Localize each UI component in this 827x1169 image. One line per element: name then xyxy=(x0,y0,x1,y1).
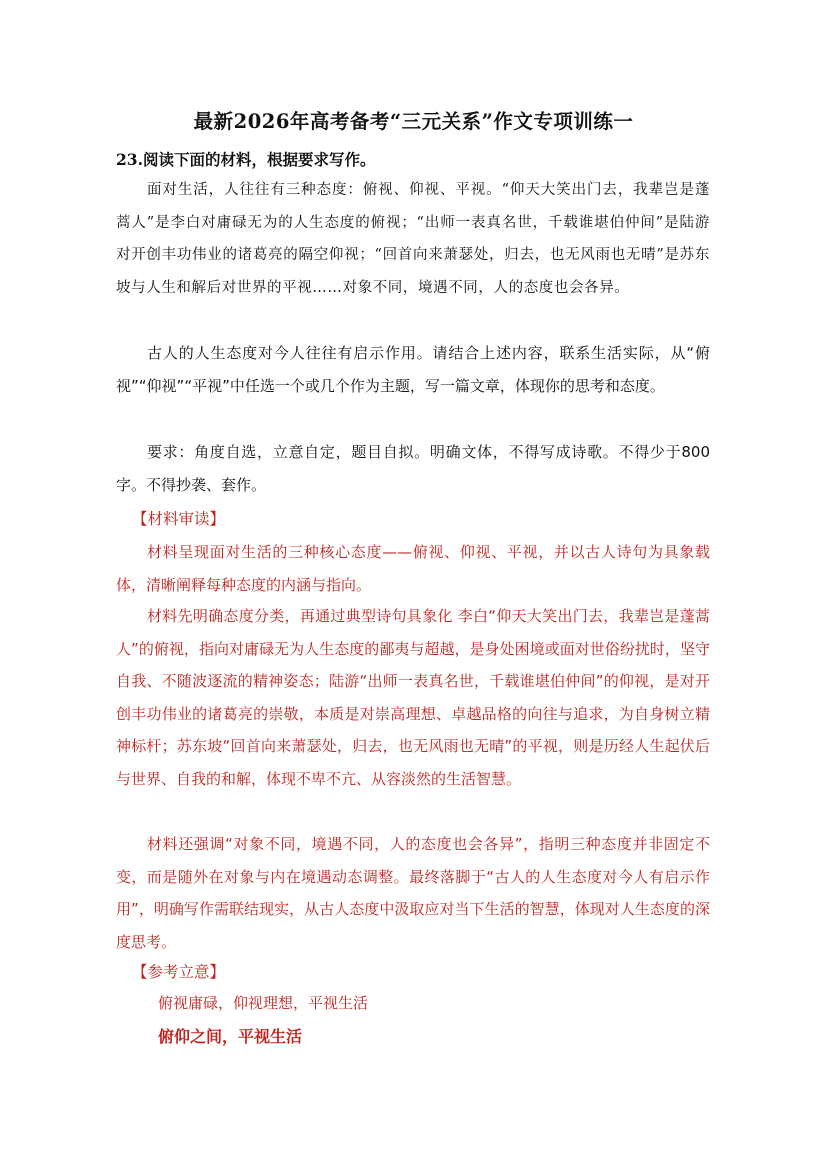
question-heading: 23.阅读下面的材料，根据要求写作。 xyxy=(116,150,376,169)
reference-label: 【参考立意】 xyxy=(132,963,226,981)
document-title: 最新2026年高考备考“三元关系”作文专项训练一 xyxy=(193,110,634,133)
material-paragraph: 面对生活，人往往有三种态度：俯视、仰视、平视。“仰天大笑出门去，我辈岂是蓬蒿人”是李白对庸碌无为的人生态度的俯视；“出师一表真名世，千载谁堪伯仲间”是陆游对开创丰功伟业的诸葛亮的隔空仰视；“回首向来萧瑟处，归去，也无风雨也无晴”是苏东坡与人生和解后对世界的平视……对象不同，境遇不同，人的态度也会各异。 xyxy=(116,182,710,296)
analysis-paragraph-1: 材料呈现面对生活的三种核心态度——俯视、仰视、平视，并以古人诗句为具象载体，清晰阐释每种态度的内涵与指向。 xyxy=(116,543,710,594)
requirements-paragraph: 要求：角度自选，立意自定，题目自拟。明确文体，不得写成诗歌。不得少于800字。不得抄袭、套作。 xyxy=(116,443,710,494)
reference-text: 俯视庸碌，仰视理想，平视生活 xyxy=(158,994,369,1012)
reference-bold-heading: 俯仰之间，平视生活 xyxy=(158,1027,303,1046)
analysis-paragraph-2: 材料先明确态度分类，再通过典型诗句具象化 李白“仰天大笑出门去，我辈岂是蓬蒿人”的俯视，指向对庸碌无为人生态度的鄙夷与超越，是身处困境或面对世俗纷扰时，坚守自我、不随波逐流的精神姿态；陆游“出师一表真名世，千载谁堪伯仲间”的仰视，是对开创丰功伟业的诸葛亮的崇敬，本质是对崇高理想、卓越品格的向往与追求，为自身树立精神标杆；苏东坡“回首向来萧瑟处，归去，也无风雨也无晴”的平视，则是历经人生起伏后与世界、自我的和解，体现不卑不亢、从容淡然的生活智慧。 xyxy=(116,607,710,788)
analysis-paragraph-3: 材料还强调“对象不同，境遇不同，人的态度也会各异”，指明三种态度并非固定不变，而是随外在对象与内在境遇动态调整。最终落脚于“古人的人生态度对今人有启示作用”，明确写作需联结现实，从古人态度中汲取应对当下生活的智慧，体现对人生态度的深度思考。 xyxy=(116,835,710,951)
analysis-label: 【材料审读】 xyxy=(132,510,226,528)
prompt-paragraph: 古人的人生态度对今人往往有启示作用。请结合上述内容，联系生活实际，从“俯视”“仰视”“平视”中任选一个或几个作为主题，写一篇文章，体现你的思考和态度。 xyxy=(116,344,710,395)
